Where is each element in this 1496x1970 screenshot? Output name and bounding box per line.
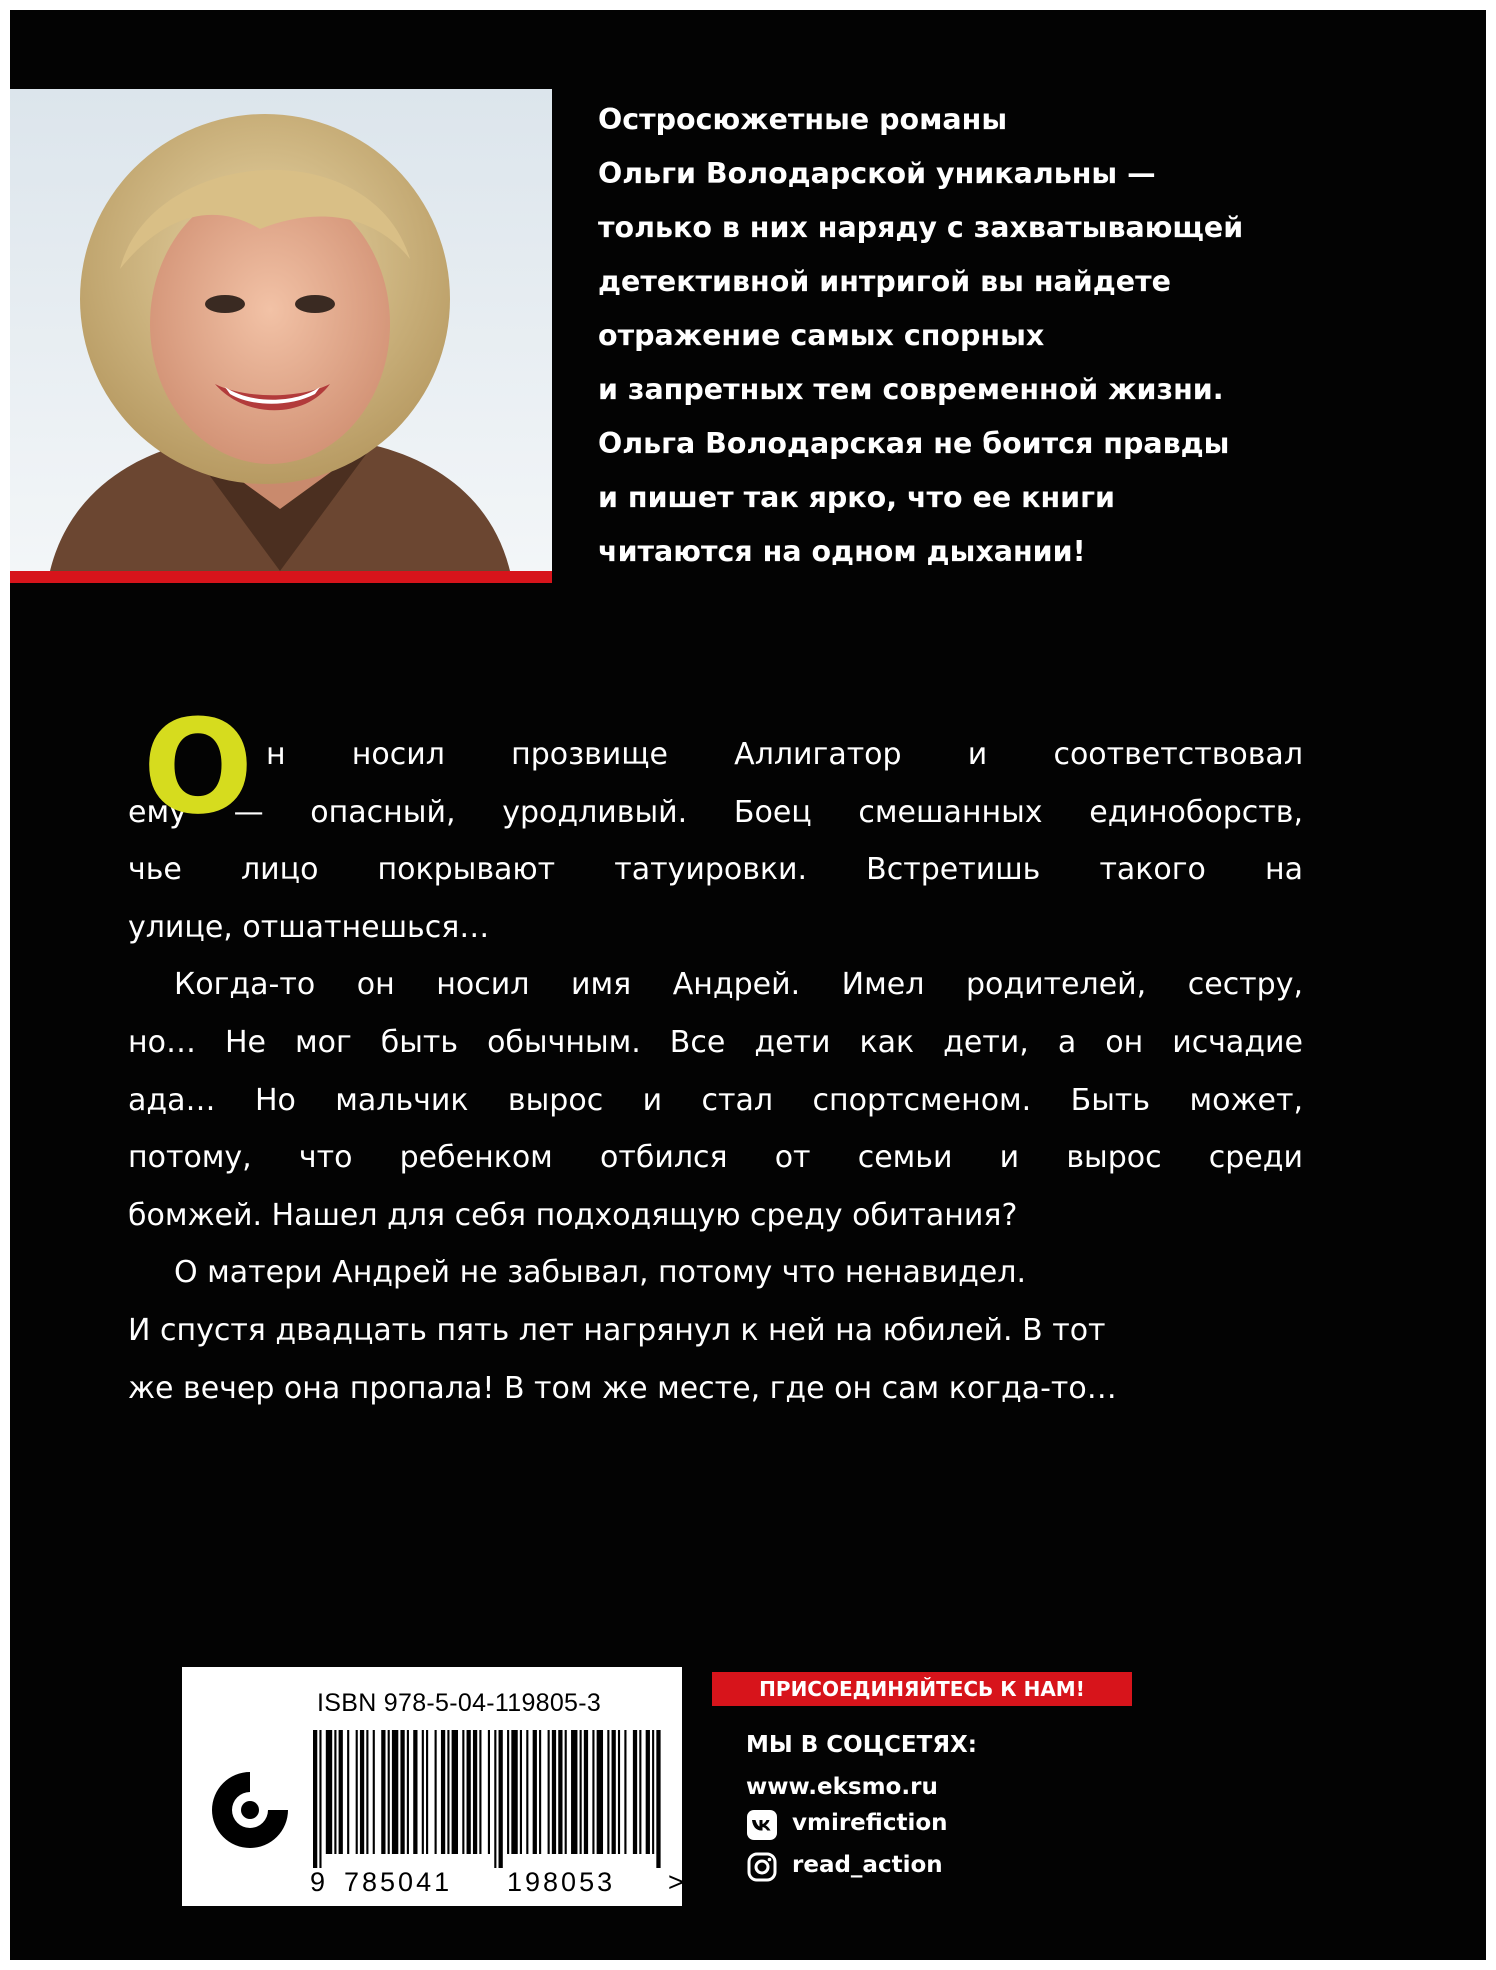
barcode-bar: [526, 1730, 528, 1854]
barcode-bar: [548, 1730, 550, 1854]
barcode-bar: [499, 1730, 503, 1868]
annotation-line: чье лицо покрывают татуировки. Встретишь такого на: [128, 852, 1303, 888]
barcode-bar: [356, 1730, 358, 1854]
barcode-bar: [426, 1730, 428, 1854]
barcode-bar: [413, 1730, 417, 1854]
barcode-bar: [319, 1730, 321, 1868]
blurb-line: отражение самых спорных: [598, 319, 1045, 352]
barcode-bar: [592, 1730, 594, 1854]
barcode-bar: [334, 1730, 336, 1854]
barcode-bar: [479, 1730, 481, 1854]
book-back-cover: [10, 10, 1486, 1960]
blurb-line: читаются на одном дыхании!: [598, 535, 1086, 568]
barcode-bar: [584, 1730, 588, 1854]
barcode-bar: [565, 1730, 567, 1854]
eksmo-logo-icon: [208, 1768, 292, 1852]
isbn-block: [182, 1667, 682, 1906]
isbn-number: ISBN 978-5-04-119805-3: [317, 1689, 602, 1717]
barcode-bar: [388, 1730, 390, 1854]
barcode-bar: [488, 1730, 490, 1854]
barcode-bar: [597, 1730, 603, 1854]
annotation-line: ему — опасный, уродливый. Боец смешанных единоборств,: [128, 794, 1303, 830]
barcode-bar: [507, 1730, 509, 1854]
book-annotation: [128, 691, 1303, 1417]
annotation-line: н носил прозвище Аллигатор и соответствовал: [266, 737, 1303, 772]
annotation-line: ада… Но мальчик вырос и стал спортсменом. Быть может,: [128, 1082, 1303, 1118]
barcode-bar: [639, 1730, 641, 1854]
barcode-bar: [520, 1730, 522, 1854]
annotation-line: О матери Андрей не забывал, потому что ненавидел.: [174, 1255, 1026, 1291]
blurb-line: Ольги Володарской уникальны —: [598, 157, 1156, 190]
barcode-bar: [366, 1730, 368, 1854]
barcode: [313, 1730, 667, 1868]
barcode-bar: [441, 1730, 445, 1854]
barcode-bar: [607, 1730, 609, 1854]
barcode-bar: [539, 1730, 541, 1854]
barcode-bar: [618, 1730, 620, 1854]
barcode-bar: [407, 1730, 409, 1854]
site-link[interactable]: www.eksmo.ru: [746, 1774, 938, 1800]
annotation-line: же вечер она пропала! В том же месте, где он сам когда-то…: [128, 1370, 1117, 1406]
barcode-bar: [494, 1730, 496, 1868]
barcode-bar: [392, 1730, 398, 1854]
barcode-bar: [533, 1730, 537, 1854]
barcode-bar: [467, 1730, 471, 1854]
barcode-digit-group: >: [668, 1867, 684, 1897]
vk-icon: [746, 1809, 778, 1841]
barcode-bar: [373, 1730, 375, 1854]
barcode-bar: [571, 1730, 577, 1854]
annotation-line: бомжей. Нашел для себя подходящую среду обитания?: [128, 1197, 1018, 1233]
barcode-bar: [360, 1730, 364, 1854]
join-us-banner: ПРИСОЕДИНЯЙТЕСЬ К НАМ!: [712, 1672, 1132, 1706]
blurb-line: и запретных тем современной жизни.: [598, 373, 1224, 406]
barcode-bar: [612, 1730, 616, 1854]
barcode-bar: [313, 1730, 317, 1868]
barcode-bar: [580, 1730, 582, 1854]
barcode-digit-group: 9: [310, 1867, 326, 1897]
annotation-line: улице, отшатнешься…: [128, 909, 490, 945]
barcode-bar: [511, 1730, 517, 1854]
barcode-bar: [381, 1730, 385, 1854]
barcode-bar: [347, 1730, 349, 1854]
barcode-bar: [656, 1730, 660, 1868]
barcode-bar: [552, 1730, 556, 1854]
blurb-line: детективной интригой вы найдете: [598, 265, 1171, 298]
barcode-bar: [473, 1730, 477, 1854]
barcode-digit-group: 198053: [507, 1867, 616, 1897]
barcode-bar: [447, 1730, 449, 1854]
barcode-bar: [326, 1730, 332, 1854]
annotation-line: потому, что ребенком отбился от семьи и вырос среди: [128, 1140, 1303, 1176]
instagram-icon: [746, 1851, 778, 1883]
barcode-digit-group: 785041: [344, 1867, 453, 1897]
barcode-bar: [652, 1730, 654, 1854]
barcode-bar: [339, 1730, 343, 1854]
annotation-line: Когда-то он носил имя Андрей. Имел родителей, сестру,: [174, 967, 1303, 1003]
blurb-line: Остросюжетные романы: [598, 103, 1008, 136]
author-photo: [10, 89, 552, 571]
author-blurb: [598, 93, 1358, 579]
social-heading: МЫ В СОЦСЕТЯХ:: [746, 1732, 977, 1758]
barcode-bar: [633, 1730, 637, 1854]
photo-accent-bar: [10, 571, 552, 583]
instagram-handle: read_action: [792, 1852, 943, 1878]
barcode-bar: [646, 1730, 650, 1854]
drop-cap: О: [142, 691, 254, 843]
vk-handle: vmirefiction: [792, 1810, 948, 1836]
barcode-bar: [452, 1730, 458, 1854]
barcode-bar: [435, 1730, 437, 1854]
barcode-bar: [558, 1730, 562, 1854]
annotation-line: И спустя двадцать пять лет нагрянул к ней на юбилей. В тот: [128, 1312, 1106, 1348]
blurb-line: Ольга Володарская не боится правды: [598, 427, 1230, 460]
barcode-bar: [462, 1730, 464, 1854]
annotation-line: но… Не мог быть обычным. Все дети как дети, а он исчадие: [128, 1024, 1303, 1060]
blurb-line: только в них наряду с захватывающей: [598, 211, 1244, 244]
barcode-bar: [422, 1730, 424, 1854]
barcode-bar: [624, 1730, 626, 1854]
barcode-bar: [400, 1730, 404, 1854]
blurb-line: и пишет так ярко, что ее книги: [598, 481, 1116, 514]
